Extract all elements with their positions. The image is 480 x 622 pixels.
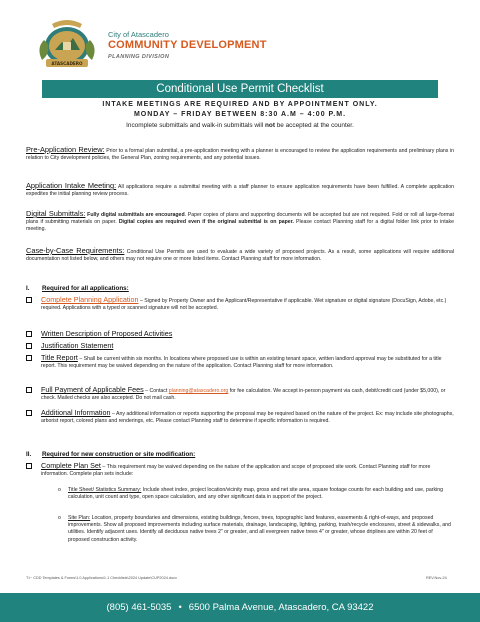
digital-paragraph: Digital Submittals: Fully digital submittals are encouraged. Paper copies of plans and supporting documents will be accepted but are not required. Fold or roll all large-format plans if submitting materials on paper. Digital copies are required even if the original submittal is on paper. Please contact Planning staff for a digital folder link prior to intake meeting. xyxy=(26,209,454,233)
checkbox[interactable] xyxy=(26,297,32,303)
section-1-heading: I. Required for all applications: xyxy=(26,285,129,292)
plan-set-subitem-site-plan: o Site Plan: Location, property boundaries and dimensions, existing buildings, fences, trees, topographic land features, easements & right-of-ways, and proposed improvements. Show all proposed improvements including surface materials, drainage, landscaping, lighting, parking, trash/recycle enclosures, street & sidewalks, and utilities. Identify adjacent uses. Identify all deciduous native trees 2" or greater, and all evergreen native trees 4" or greater, whose driplines are within 20 feet of proposed construction activity. xyxy=(58,515,451,543)
office-address: 6500 Palma Avenue, Atascadero, CA 93422 xyxy=(188,602,374,613)
checklist-item-additional-info: Additional Information – Any additional information or reports supporting the proposal may be required based on the nature of the project. Ex: may include site photographs, arborist report, colored plans and renderings, etc. Please contact Planning staff to determine if specific information is required. xyxy=(26,409,454,425)
checklist-item-title-report: Title Report – Shall be current within six months. In locations where proposed use is within an existing tenant space, written landlord approval may be substituted for a title report. This requirement may be waived depending on the nature of the application. Contact Planning staff for more information. xyxy=(26,354,454,370)
planning-email-link[interactable]: planning@atascadero.org xyxy=(168,388,229,394)
separator-dot: • xyxy=(178,602,182,613)
case-paragraph: Case-by-Case Requirements: Conditional Use Permits are used to evaluate a wide variety of proposed projects. As a result, some applications will require additional documentation not listed below, and others may not require one or more listed items. Contact Planning staff for more information. xyxy=(26,246,454,263)
file-path: T:\~ CDD Templates & Forms\1.0 Applications\1.1 Checklists\2024 Update\CUP2024.docx xyxy=(26,576,177,580)
checklist-item-planning-application: Complete Planning Application – Signed by Property Owner and the Applicant/Representative if applicable. Wet signature or digital signature (DocuSign, Adobe, etc.) required. Applications with a typed or scanned signature will not be accepted. xyxy=(26,296,454,312)
department-name: COMMUNITY DEVELOPMENT xyxy=(108,39,267,51)
checkbox[interactable] xyxy=(26,463,32,469)
checklist-item-written-description: Written Description of Proposed Activities xyxy=(26,330,454,339)
checkbox[interactable] xyxy=(26,410,32,416)
preapp-heading: Pre-Application Review: xyxy=(26,145,105,154)
intake-paragraph: Application Intake Meeting: All applications require a submittal meeting with a staff planner to ensure application requirements have been fulfilled. A complete application expedites the initial planning review process. xyxy=(26,181,454,198)
intake-notice-line3: Incomplete submittals and walk-in submittals will not be accepted at the counter. xyxy=(126,122,354,129)
intake-notice-line2: MONDAY – FRIDAY BETWEEN 8:30 A.M – 4:00 P.M. xyxy=(133,111,347,118)
planning-application-link[interactable]: Complete Planning Application xyxy=(41,295,139,304)
plan-set-subitem-title-sheet: o Title Sheet/ Statistics Summary: Include sheet index, project location/vicinity map, gross and net site area, square footage counts for each building and use, parking calculation, unit count and type, open space calculation, and any other significant data in support of the project. xyxy=(58,487,443,501)
checklist-item-plan-set: Complete Plan Set – This requirement may be waived depending on the nature of the application and scope of proposed site work. Contact Planning staff for more information. Complete plan sets include: xyxy=(26,462,454,478)
intake-heading: Application Intake Meeting: xyxy=(26,181,117,190)
intake-notice-line1: INTAKE MEETINGS ARE REQUIRED AND BY APPOINTMENT ONLY. xyxy=(102,101,378,108)
contact-footer xyxy=(0,593,480,622)
checkbox[interactable] xyxy=(26,343,32,349)
section-2-heading: II. Required for new construction or site modification: xyxy=(26,451,196,458)
case-heading: Case-by-Case Requirements: xyxy=(26,246,125,255)
city-seal-logo xyxy=(32,12,102,74)
revision-label: REV.Nov-24 xyxy=(426,576,447,580)
seal-banner-text: ATASCADERO xyxy=(51,61,83,66)
digital-heading: Digital Submittals: xyxy=(26,209,86,218)
phone-number: (805) 461-5035 xyxy=(106,602,172,613)
preapp-paragraph: Pre-Application Review: Prior to a formal plan submittal, a pre-application meeting with a planner is encouraged to review the application requirements and preliminary plans in relation to City development policies, the General Plan, zoning requirements, and any potential issues. xyxy=(26,145,454,162)
city-name: City of Atascadero xyxy=(108,30,169,39)
checklist-item-fees: Full Payment of Applicable Fees – Contact planning@atascadero.org for fee calculation. We accept in-person payment via cash, debit/credit card (under $5,000), or check. Mailed checks are also accepted. Do not mail cash. xyxy=(26,386,454,402)
checkbox[interactable] xyxy=(26,355,32,361)
checkbox[interactable] xyxy=(26,331,32,337)
division-name: PLANNING DIVISION xyxy=(108,54,170,60)
checkbox[interactable] xyxy=(26,387,32,393)
document-title: Conditional Use Permit Checklist xyxy=(42,80,438,98)
checklist-item-justification: Justification Statement xyxy=(26,342,454,351)
